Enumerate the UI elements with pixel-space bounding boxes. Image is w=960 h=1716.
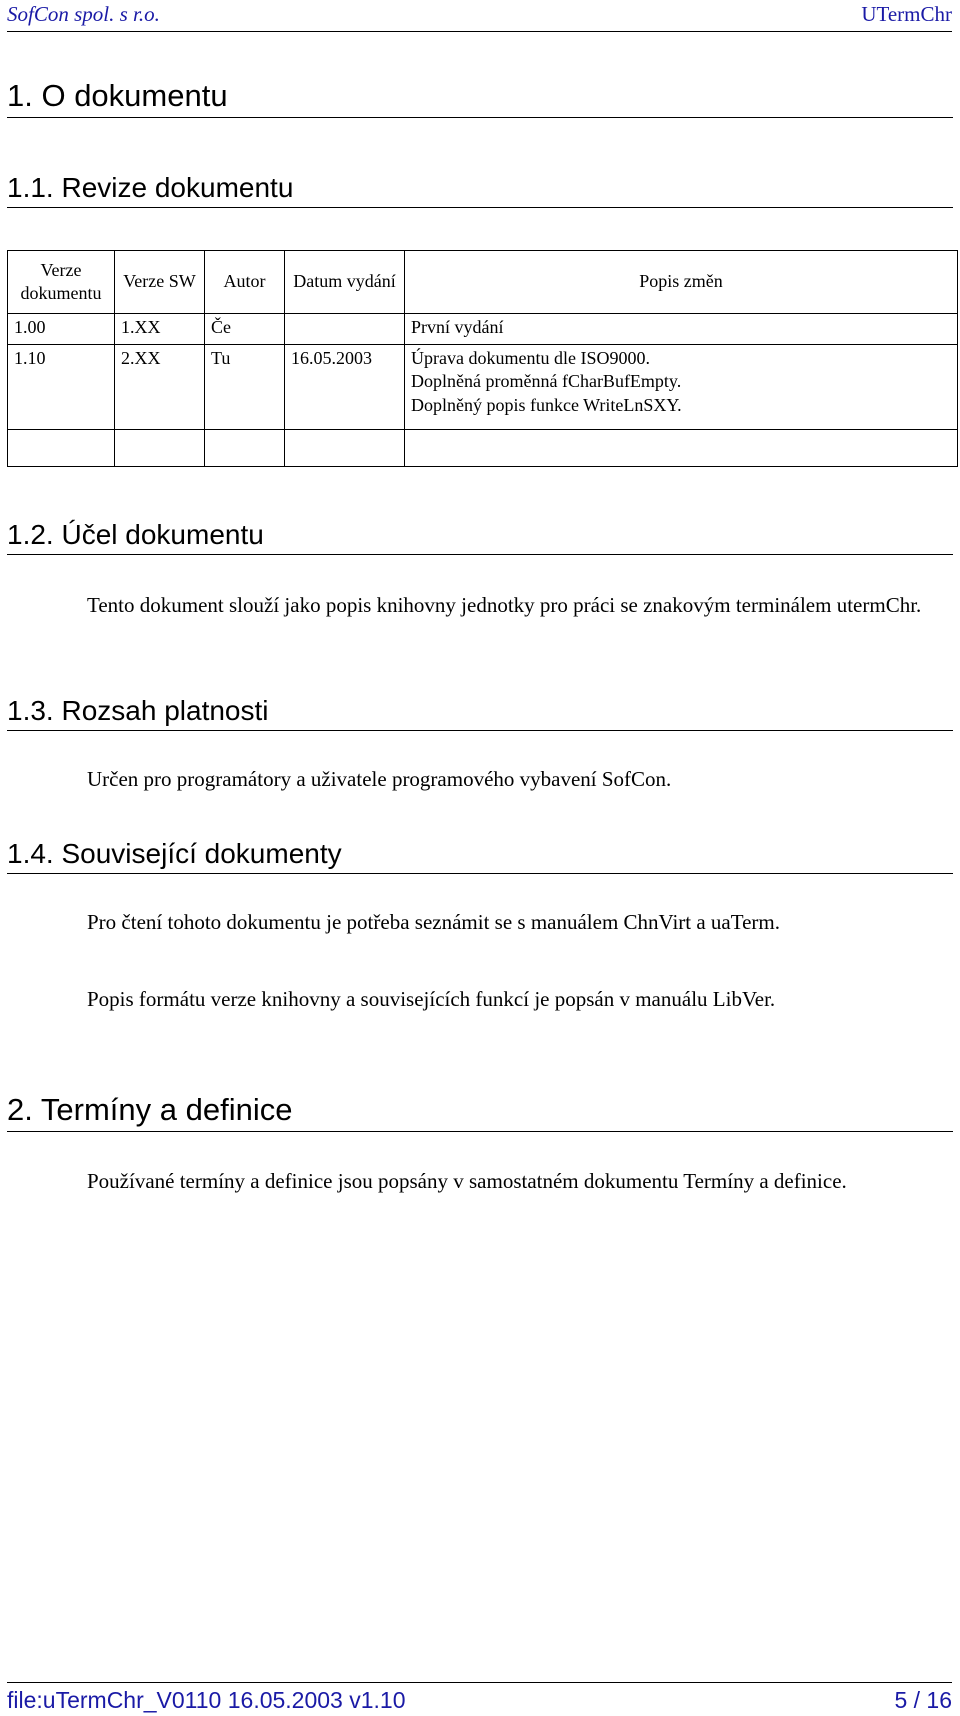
cell-author: Tu — [205, 345, 285, 430]
cell-doc-version: 1.10 — [8, 345, 115, 430]
change-line: Doplněná proměnná fCharBufEmpty. — [411, 371, 682, 392]
header-product: UTermChr — [861, 2, 952, 26]
change-line: První vydání — [411, 317, 504, 337]
footer-file: file:uTermChr_V0110 16.05.2003 v1.10 — [7, 1687, 406, 1713]
change-line: Doplněný popis funkce WriteLnSXY. — [411, 394, 682, 415]
cell-changes — [405, 345, 958, 430]
revision-table-header — [8, 251, 958, 314]
section-1-4-text-2: Popis formátu verze knihovny a souvisejících funkcí je popsán v manuálu LibVer. — [87, 987, 776, 1011]
cell-date — [285, 430, 405, 467]
change-line: Úprava dokumentu dle ISO9000. — [411, 348, 650, 368]
section-1-3-text: Určen pro programátory a uživatele programového vybavení SofCon. — [87, 767, 672, 791]
header-doc-version: Verze dokumentu — [8, 251, 115, 314]
header-date: Datum vydání — [285, 251, 405, 314]
header-sw-version: Verze SW — [115, 251, 205, 314]
cell-sw-version — [115, 430, 205, 467]
table-row — [8, 430, 958, 467]
header-changes: Popis změn — [405, 251, 958, 314]
section-1-title: 1. O dokumentu — [7, 78, 953, 118]
section-1-1-title: 1.1. Revize dokumentu — [7, 172, 953, 208]
cell-doc-version: 1.00 — [8, 314, 115, 345]
cell-date — [285, 314, 405, 345]
page-footer — [7, 1682, 952, 1713]
footer-page: 5 / 16 — [894, 1687, 952, 1713]
cell-author — [205, 430, 285, 467]
section-1-2-title: 1.2. Účel dokumentu — [7, 519, 953, 555]
section-1-3-title: 1.3. Rozsah platnosti — [7, 695, 953, 731]
cell-author: Če — [205, 314, 285, 345]
table-row — [8, 314, 958, 345]
header-company: SofCon spol. s r.o. — [7, 2, 160, 26]
cell-doc-version — [8, 430, 115, 467]
section-1-4-text-1: Pro čtení tohoto dokumentu je potřeba seznámit se s manuálem ChnVirt a uaTerm. — [87, 910, 781, 934]
cell-sw-version: 1.XX — [115, 314, 205, 345]
cell-date: 16.05.2003 — [285, 345, 405, 430]
section-2-title: 2. Termíny a definice — [7, 1092, 953, 1132]
header-author: Autor — [205, 251, 285, 314]
cell-sw-version: 2.XX — [115, 345, 205, 430]
page-header — [7, 0, 952, 32]
cell-changes — [405, 314, 958, 345]
section-2-text: Používané termíny a definice jsou popsány v samostatném dokumentu Termíny a definice. — [87, 1169, 847, 1193]
cell-changes — [405, 430, 958, 467]
revision-table — [7, 250, 958, 467]
table-row — [8, 345, 958, 430]
section-1-4-title: 1.4. Související dokumenty — [7, 838, 953, 874]
section-1-2-text: Tento dokument slouží jako popis knihovny jednotky pro práci se znakovým terminálem utermChr. — [87, 593, 922, 617]
